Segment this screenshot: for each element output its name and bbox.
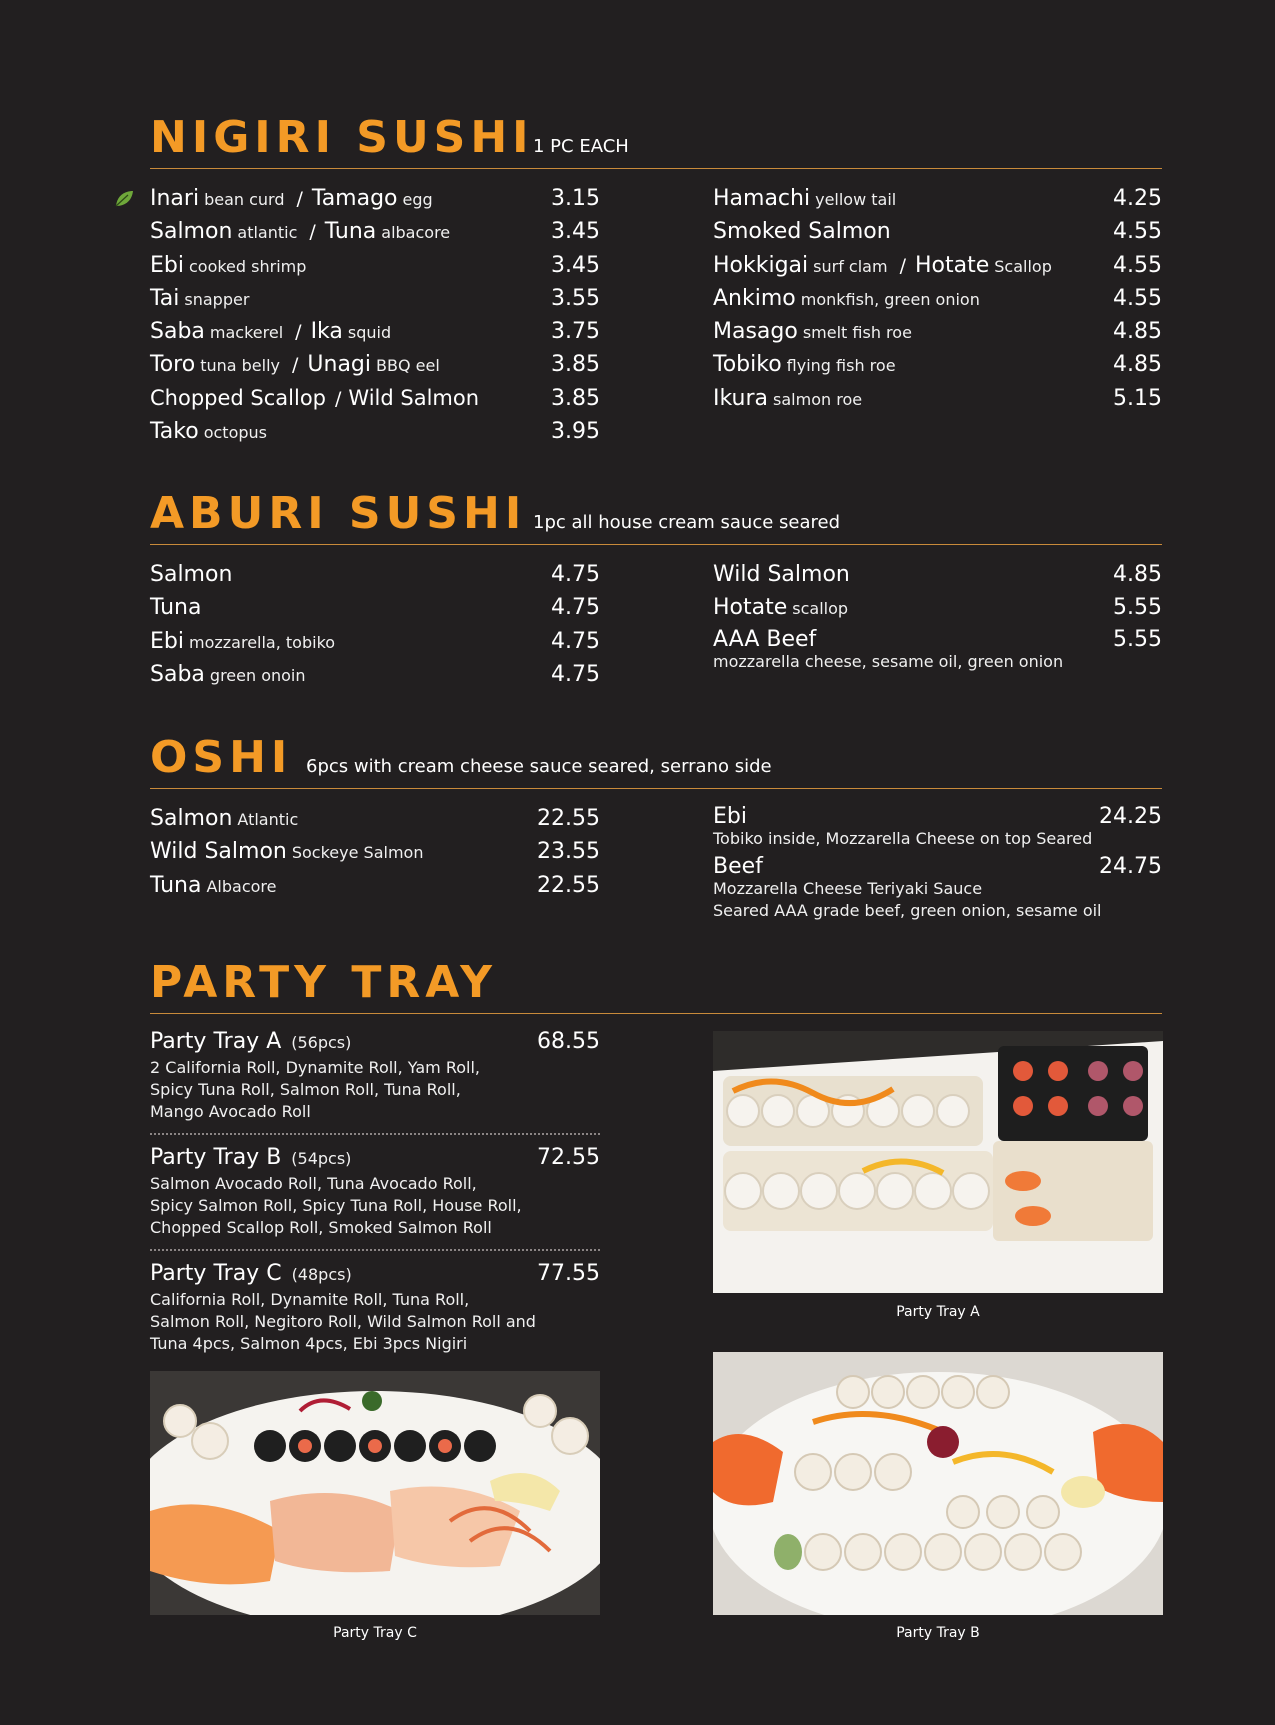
tray-price: 77.55 (537, 1261, 600, 1286)
item-desc: smelt fish roe (802, 323, 912, 343)
item-desc: scallop (792, 599, 849, 619)
item-price: 4.55 (1113, 285, 1162, 311)
menu-item (150, 249, 600, 282)
tray-price: 68.55 (537, 1029, 600, 1054)
menu-item (713, 850, 1162, 878)
menu-item (713, 382, 1162, 415)
tray-desc-line: Salmon Roll, Negitoro Roll, Wild Salmon Roll and (150, 1312, 536, 1331)
oshi-subtitle: 6pcs with cream cheese sauce seared, serrano side (306, 756, 772, 777)
item-name: Ikura (713, 385, 769, 411)
tray-desc-line: Spicy Tuna Roll, Salmon Roll, Tuna Roll, (150, 1080, 461, 1099)
item-name: AAA Beef (713, 626, 817, 652)
item-price: 3.55 (551, 285, 600, 311)
menu-item (713, 182, 1162, 215)
item-name: Tuna (324, 219, 377, 245)
item-desc: Scallop (994, 256, 1052, 276)
item-desc: yellow tail (815, 190, 897, 209)
tray-name: Party Tray C (150, 1261, 282, 1286)
party-tray-a (150, 1027, 600, 1123)
item-name: Unagi (307, 352, 372, 378)
item-desc: cooked shrimp (188, 256, 307, 276)
item-name: Tai (150, 285, 180, 311)
slash-separator: / (899, 254, 906, 277)
aburi-subtitle: 1pc all house cream sauce seared (533, 512, 841, 533)
item-name: Ebi (150, 628, 184, 654)
party-tray-b-photo (713, 1352, 1163, 1615)
slash-separator: / (309, 221, 316, 244)
item-price: 4.55 (1113, 219, 1162, 245)
photo-caption-a: Party Tray A (896, 1304, 980, 1320)
item-name: Tuna (150, 595, 202, 621)
item-desc: Albacore (206, 876, 277, 896)
aburi-right-list (713, 558, 1162, 673)
nigiri-subtitle: 1 PC EACH (533, 136, 629, 157)
item-note: Tobiko inside, Mozzarella Cheese on top Seared (713, 829, 1093, 848)
item-price: 4.85 (1113, 562, 1162, 587)
tray-name: Party Tray B (150, 1145, 282, 1170)
menu-item (150, 625, 600, 658)
tray-count: (54pcs) (291, 1149, 352, 1168)
tray-price: 72.55 (537, 1145, 600, 1170)
slash-separator: / (296, 188, 303, 210)
tray-name: Party Tray A (150, 1029, 282, 1054)
menu-item (150, 182, 600, 215)
menu-item (150, 558, 600, 591)
item-desc: Sockeye Salmon (291, 843, 424, 863)
item-name: Wild Salmon (348, 385, 480, 410)
party-header (150, 955, 1162, 1014)
item-price: 5.15 (1113, 385, 1162, 411)
item-desc: atlantic (237, 223, 298, 243)
nigiri-title: NIGIRI SUSHI (150, 112, 534, 163)
item-desc: egg (402, 190, 433, 209)
item-price: 4.75 (551, 562, 600, 587)
item-price: 24.75 (1099, 854, 1162, 879)
item-price: 3.45 (551, 219, 600, 245)
dotted-divider (150, 1249, 600, 1251)
item-price: 4.75 (551, 661, 600, 687)
item-name: Saba (150, 661, 205, 687)
aburi-title: ABURI SUSHI (150, 488, 527, 539)
item-price: 3.85 (551, 385, 600, 411)
nigiri-section (150, 110, 1162, 445)
item-note: Mozzarella Cheese Teriyaki Sauce (713, 879, 983, 898)
nigiri-right-list (713, 182, 1162, 415)
menu-item (713, 625, 1162, 651)
item-name: Tuna (150, 872, 202, 898)
item-note: mozzarella cheese, sesame oil, green onion (713, 651, 1064, 671)
aburi-section (150, 486, 1162, 687)
item-name: Saba (150, 319, 205, 345)
menu-item (713, 802, 1162, 828)
item-name: Hotate (713, 595, 788, 621)
tray-desc-line: 2 California Roll, Dynamite Roll, Yam Roll, (150, 1058, 481, 1077)
item-price: 4.85 (1113, 319, 1162, 345)
tray-desc-line: California Roll, Dynamite Roll, Tuna Roll, (150, 1290, 470, 1309)
item-name: Beef (713, 854, 763, 879)
menu-item (713, 348, 1162, 381)
nigiri-header (150, 110, 1162, 169)
menu-item (150, 591, 600, 624)
menu-item (713, 282, 1162, 315)
slash-separator: / (335, 387, 342, 410)
tray-desc-line: Salmon Avocado Roll, Tuna Avocado Roll, (150, 1174, 477, 1193)
oshi-left-list (150, 802, 600, 902)
menu-item (150, 348, 600, 381)
item-name: Ankimo (713, 285, 796, 311)
item-desc: octopus (203, 423, 267, 443)
aburi-header (150, 486, 1162, 545)
item-desc: squid (347, 323, 392, 343)
item-price: 3.85 (551, 352, 600, 378)
item-price: 3.75 (551, 319, 600, 345)
item-price: 22.55 (537, 806, 600, 831)
menu-item (150, 658, 600, 691)
tray-desc-line: Mango Avocado Roll (150, 1102, 311, 1121)
item-desc: snapper (184, 289, 250, 309)
menu-item (150, 382, 600, 415)
item-name: Smoked Salmon (713, 219, 891, 245)
item-price: 4.75 (551, 628, 600, 654)
item-price: 5.55 (1113, 626, 1162, 652)
menu-item (713, 558, 1162, 591)
item-name: Masago (713, 319, 798, 345)
oshi-title: OSHI (150, 732, 293, 783)
item-name: Salmon (150, 806, 233, 831)
item-name: Tamago (311, 186, 398, 211)
item-desc: Atlantic (237, 810, 299, 829)
item-name: Chopped Scallop (150, 385, 326, 410)
party-tray-list (150, 1027, 600, 1355)
item-name: Inari (150, 186, 200, 211)
item-desc: surf clam (813, 256, 888, 276)
tray-desc-line: Spicy Salmon Roll, Spicy Tuna Roll, House Roll, (150, 1196, 522, 1215)
oshi-header (150, 730, 1162, 789)
item-name: Hamachi (713, 186, 811, 211)
item-price: 3.45 (551, 252, 600, 278)
party-tray-b (150, 1143, 600, 1239)
item-name: Hokkigai (713, 252, 809, 278)
item-price: 23.55 (537, 839, 600, 865)
item-name: Salmon (150, 562, 233, 587)
menu-item (150, 835, 600, 868)
nigiri-left-list (150, 182, 600, 448)
photo-caption-b: Party Tray B (896, 1625, 980, 1641)
item-price: 4.55 (1113, 252, 1162, 278)
item-name: Wild Salmon (713, 562, 850, 587)
tray-desc-line: Tuna 4pcs, Salmon 4pcs, Ebi 3pcs Nigiri (150, 1334, 468, 1353)
item-desc: mackerel (209, 323, 284, 343)
item-desc: salmon roe (773, 389, 863, 409)
dotted-divider (150, 1133, 600, 1135)
menu-item (713, 591, 1162, 624)
slash-separator: / (295, 321, 302, 344)
item-desc: bean curd (204, 190, 285, 209)
party-title: PARTY TRAY (150, 957, 497, 1008)
item-name: Ebi (150, 252, 184, 278)
item-name: Ebi (713, 804, 747, 829)
menu-item (150, 315, 600, 348)
item-price: 4.75 (551, 595, 600, 621)
menu-item (150, 869, 600, 902)
item-price: 22.55 (537, 872, 600, 898)
aburi-left-list (150, 558, 600, 691)
tray-count: (56pcs) (291, 1033, 352, 1052)
menu-item (150, 282, 600, 315)
slash-separator: / (292, 354, 299, 377)
party-tray-a-photo (713, 1031, 1163, 1293)
tray-desc-line: Chopped Scallop Roll, Smoked Salmon Roll (150, 1218, 492, 1237)
item-desc: flying fish roe (786, 356, 896, 376)
menu-item (150, 802, 600, 835)
item-price: 4.25 (1113, 186, 1162, 211)
menu-item (150, 415, 600, 448)
item-name: Wild Salmon (150, 839, 287, 865)
item-price: 5.55 (1113, 595, 1162, 621)
leaf-icon (114, 190, 134, 208)
party-tray-c (150, 1259, 600, 1355)
item-name: Toro (150, 352, 196, 378)
party-section (150, 955, 1162, 1353)
item-desc: BBQ eel (376, 356, 440, 376)
item-name: Salmon (150, 219, 233, 245)
menu-item (713, 215, 1162, 248)
item-price: 3.95 (551, 419, 600, 445)
photo-caption-c: Party Tray C (333, 1625, 417, 1641)
menu-item (713, 249, 1162, 282)
oshi-right-list (713, 802, 1162, 922)
item-desc: albacore (381, 223, 451, 243)
item-desc: monkfish, green onion (800, 289, 980, 309)
tray-count: (48pcs) (291, 1265, 352, 1284)
party-tray-c-photo (150, 1371, 600, 1615)
item-name: Tobiko (713, 352, 782, 378)
item-name: Hotate (914, 252, 990, 278)
item-desc: tuna belly (200, 356, 280, 376)
item-name: Ika (310, 319, 343, 345)
menu-item (713, 315, 1162, 348)
item-desc: green onoin (209, 665, 306, 685)
item-price: 3.15 (551, 186, 600, 211)
menu-item (150, 215, 600, 248)
item-name: Tako (150, 419, 199, 445)
item-desc: mozzarella, tobiko (188, 632, 336, 652)
item-note: Seared AAA grade beef, green onion, sesame oil (713, 901, 1102, 920)
item-price: 4.85 (1113, 352, 1162, 378)
item-price: 24.25 (1099, 804, 1162, 829)
oshi-section (150, 730, 1162, 920)
